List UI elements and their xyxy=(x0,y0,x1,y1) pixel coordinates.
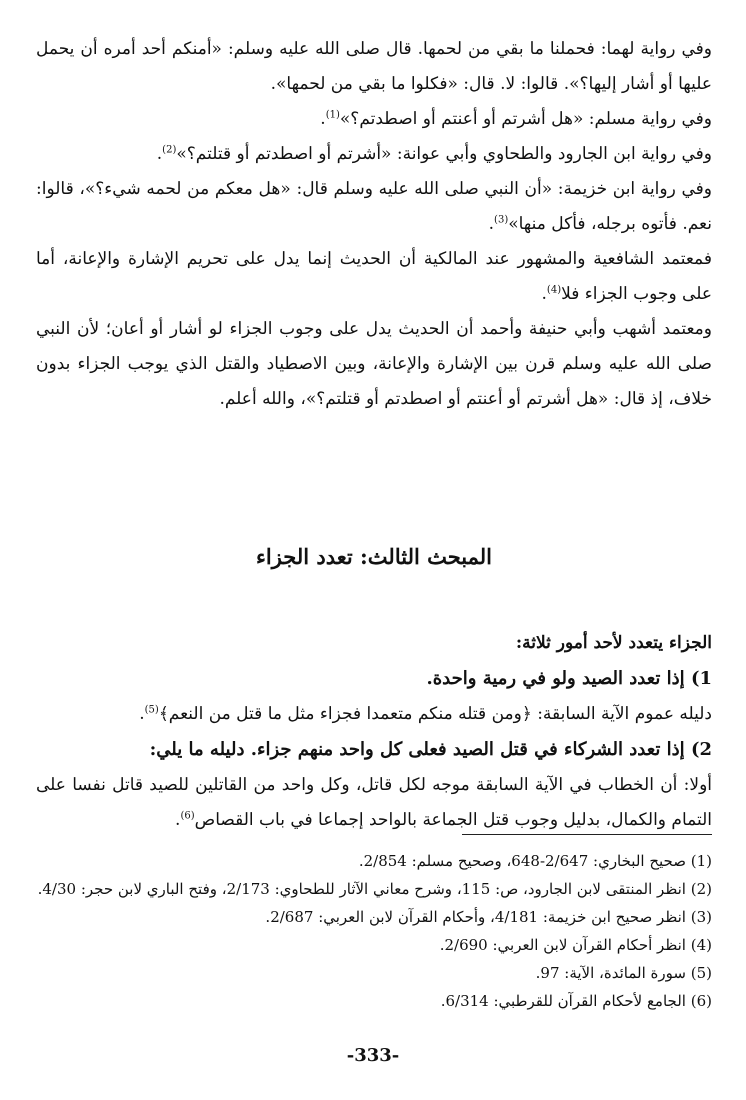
footnote-2: (2) انظر المنتقى لابن الجارود، ص: 115، وشرح معاني الآثار للطحاوي: 2/173، وفتح الباري لابن حجر: 4/30. xyxy=(37,880,712,898)
footnote-ref-5: (5) xyxy=(144,704,159,716)
footnote-3: (3) انظر صحيح ابن خزيمة: 4/181، وأحكام القرآن لابن العربي: 2/687. xyxy=(265,908,712,926)
footnote-6: (6) الجامع لأحكام القرآن للقرطبي: 6/314. xyxy=(440,992,712,1010)
footnote-1: (1) صحيح البخاري: 2/647-648، وصحيح مسلم: 2/854. xyxy=(358,852,712,870)
paragraph-1 xyxy=(36,32,712,102)
item-1-title: 1) إذا تعدد الصيد ولو في رمية واحدة. xyxy=(426,668,712,689)
footnote-divider xyxy=(462,834,712,835)
footnote-4: (4) انظر أحكام القرآن لابن العربي: 2/690. xyxy=(439,936,712,954)
section-heading: المبحث الثالث: تعدد الجزاء xyxy=(256,544,492,569)
paragraph-5-text: فمعتمد الشافعية والمشهور عند المالكية أن الحديث إنما يدل على تحريم الإشارة والإعانة، أما على وجوب الجزاء فلا xyxy=(36,249,712,304)
paragraph-2-text: وفي رواية مسلم: «هل أشرتم أو أعنتم أو اصطدتم؟» xyxy=(339,109,712,129)
item-2-text: أولا: أن الخطاب في الآية السابقة موجه لكل قاتل، وكل واحد من القاتلين للصيد قاتل نفسا على التمام والكمال، بدليل وجوب قتل الجماعة بالواحد إجماعا في باب القصاص$^{(6)}$. xyxy=(36,775,712,830)
page-number: -333- xyxy=(346,1045,400,1066)
footnote-ref-4: (4) xyxy=(546,284,562,296)
paragraph-4-text: وفي رواية ابن خزيمة: «أن النبي صلى الله عليه وسلم قال: «هل معكم من لحمه شيء؟»، قالوا: نعم. فأتوه برجله، فأكل منها» xyxy=(36,179,712,234)
footnote-5: (5) سورة المائدة، الآية: 97. xyxy=(535,964,712,982)
paragraph-4: وفي رواية ابن خزيمة: «أن النبي صلى الله عليه وسلم قال: «هل معكم من لحمه شيء؟»، قالوا: نعم. فأتوه برجله، فأكل منها»$^{(3)}$. xyxy=(36,179,712,234)
item-1-text: دليله عموم الآية السابقة: ﴿ومن قتله منكم متعمدا فجزاء مثل ما قتل من النعم﴾$^{(5)}$. xyxy=(139,704,712,724)
item-2-title: 2) إذا تعدد الشركاء في قتل الصيد فعلى كل واحد منهم جزاء. دليله ما يلي: xyxy=(149,739,712,760)
footnote-ref-2: (2) xyxy=(162,144,177,156)
paragraph-2: وفي رواية مسلم: «هل أشرتم أو أعنتم أو اصطدتم؟»$^{(1)}$. xyxy=(320,109,712,129)
paragraph-6-text: ومعتمد أشهب وأبي حنيفة وأحمد أن الحديث يدل على وجوب الجزاء لو أشار أو أعان؛ لأن النبي صلى الله عليه وسلم قرن بين الإشارة والإعانة، وبين الاصطياد والقتل الذي يوجب الجزاء بدون خلاف، إذ قال: «هل أشرتم أو أعنتم أو اصطدتم أو قتلتم؟»، والله أعلم. xyxy=(36,319,712,409)
item-2-body: أولا: أن الخطاب في الآية السابقة موجه لكل قاتل، وكل واحد من القاتلين للصيد قاتل نفسا على التمام والكمال، بدليل وجوب قتل الجماعة بالواحد إجماعا في باب القصاص xyxy=(36,775,712,830)
section-intro: الجزاء يتعدد لأحد أمور ثلاثة: xyxy=(515,633,712,653)
item-1-body: دليله عموم الآية السابقة: ﴿ومن قتله منكم متعمدا فجزاء مثل ما قتل من النعم﴾ xyxy=(158,704,712,724)
paragraph-5: فمعتمد الشافعية والمشهور عند المالكية أن الحديث إنما يدل على تحريم الإشارة والإعانة، أما على وجوب الجزاء فلا$^{(4)}$. xyxy=(36,249,712,304)
paragraph-3-text: وفي رواية ابن الجارود والطحاوي وأبي عوانة: «أشرتم أو اصطدتم أو قتلتم؟» xyxy=(176,144,712,164)
paragraph-1-text: وفي رواية لهما: فحملنا ما بقي من لحمها. قال صلى الله عليه وسلم: «أمنكم أحد أمره أن يحمل عليها أو أشار إليها؟». قالوا: لا. قال: «فكلوا ما بقي من لحمها». xyxy=(36,39,712,94)
footnotes xyxy=(36,834,712,1015)
paragraph-6 xyxy=(36,312,712,417)
paragraph-3: وفي رواية ابن الجارود والطحاوي وأبي عوانة: «أشرتم أو اصطدتم أو قتلتم؟»$^{(2)}$. xyxy=(156,144,712,164)
footnote-ref-3: (3) xyxy=(494,214,509,226)
footnote-ref-6: (6) xyxy=(180,810,195,822)
footnote-ref-1: (1) xyxy=(325,109,340,121)
